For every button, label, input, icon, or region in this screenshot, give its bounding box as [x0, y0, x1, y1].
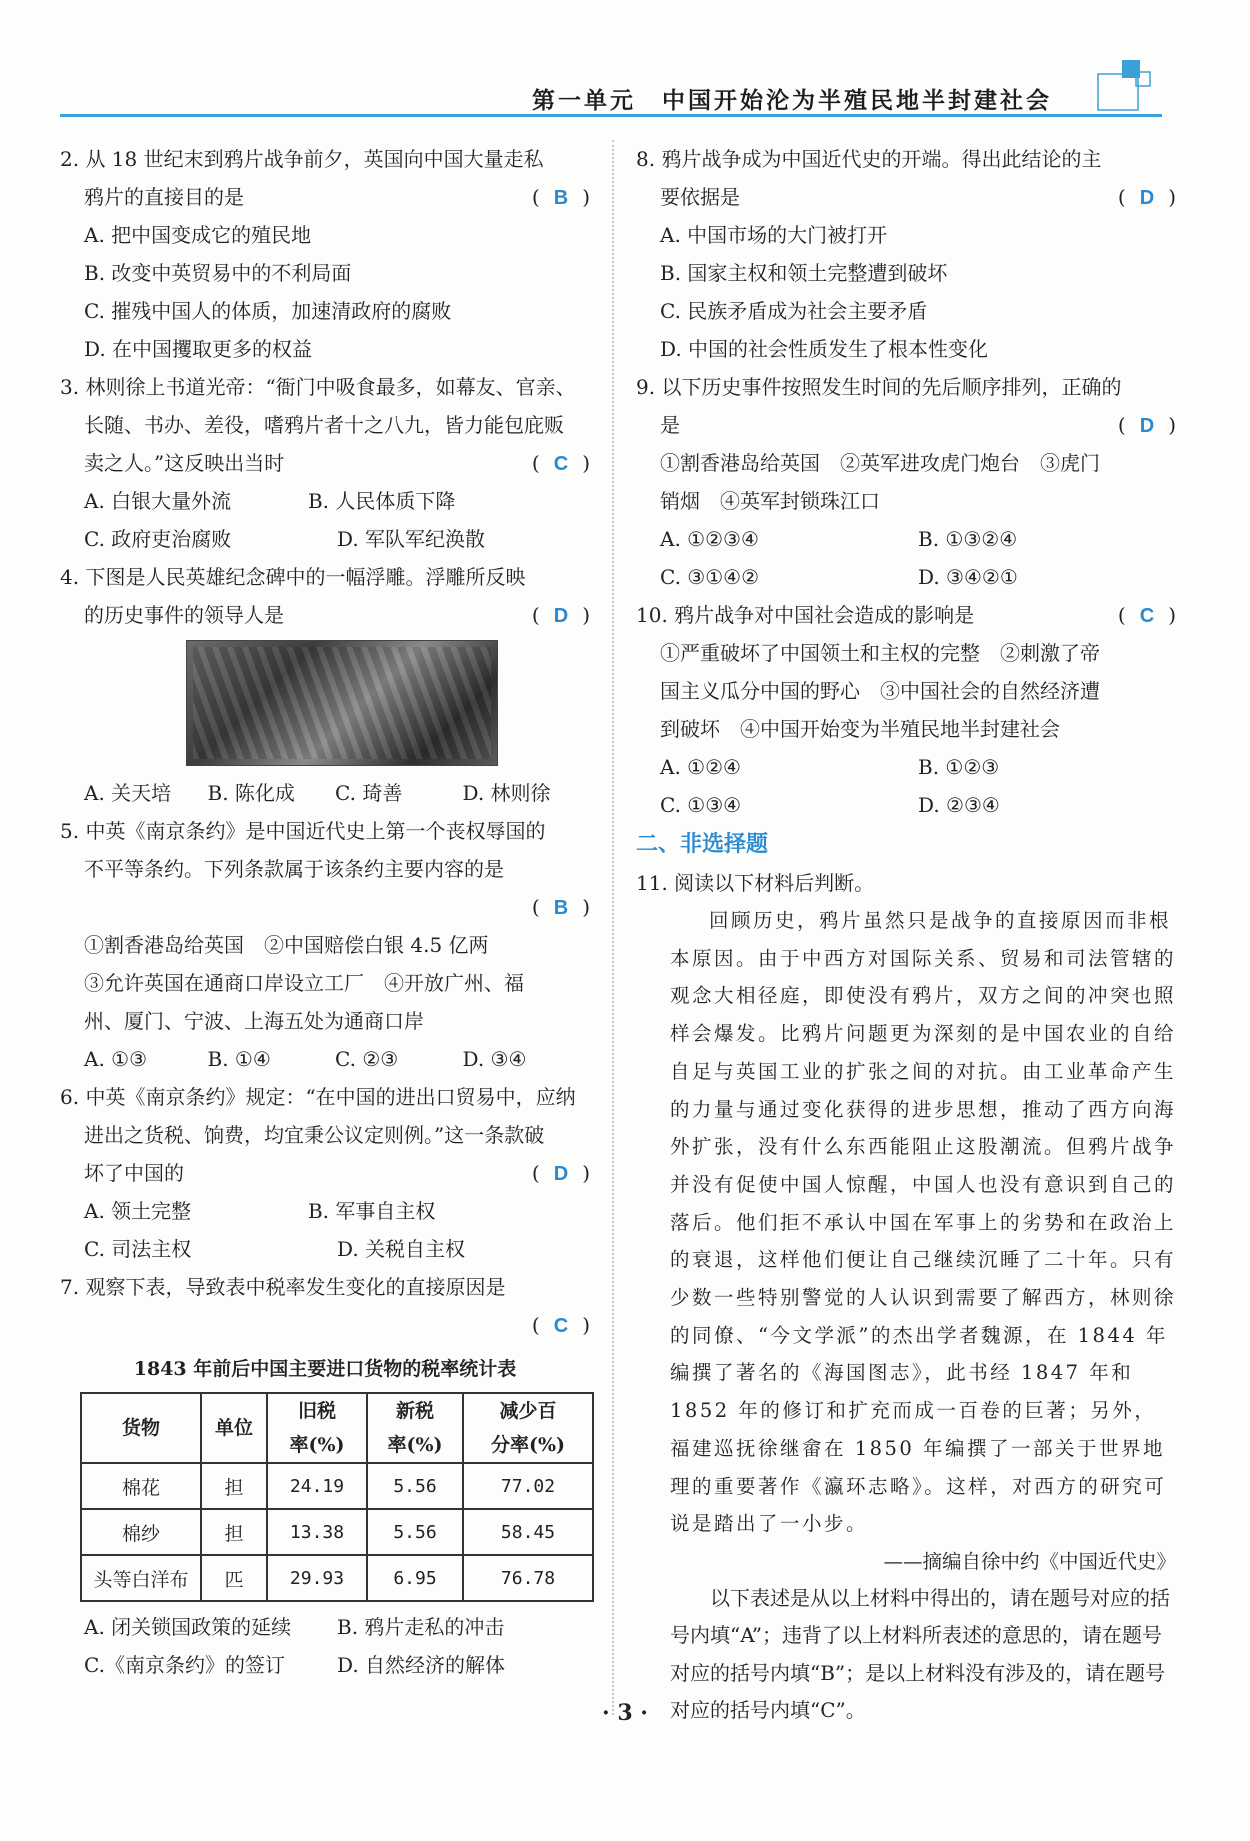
option: B. ①③②④: [918, 527, 1018, 551]
statement-items: 国主义瓜分中国的野心 ③中国社会的自然经济遭: [660, 679, 1100, 703]
statement-items: 销烟 ④英军封锁珠江口: [660, 489, 880, 513]
answer-letter: D: [553, 1163, 569, 1185]
option: B. 鸦片走私的冲击: [337, 1615, 505, 1639]
statement-items: ③允许英国在通商口岸设立工厂 ④开放广州、福: [84, 971, 524, 995]
question-5: [60, 812, 590, 1078]
question-text: 是: [660, 413, 680, 437]
option: B. ①④: [207, 1047, 271, 1071]
option: B. 军事自主权: [307, 1199, 436, 1223]
table-header-row: [81, 1393, 593, 1463]
option-row: [60, 774, 590, 812]
table-header: 减少百 分率(%): [463, 1393, 593, 1463]
page-header: [60, 70, 1162, 116]
table-row: [81, 1463, 593, 1509]
table-cell: 担: [201, 1509, 267, 1555]
option: C. 摧残中国人的体质，加速清政府的腐败: [84, 299, 452, 323]
question-text: 长随、书办、差役，嗜鸦片者十之八九，皆力能包庇贩: [84, 413, 564, 437]
option: C. 政府吏治腐败: [84, 527, 232, 551]
table-header: 新税 率(%): [367, 1393, 463, 1463]
answer-letter: D: [1139, 187, 1155, 209]
question-text: 的历史事件的领导人是: [84, 603, 284, 627]
monument-relief-image: [186, 640, 498, 766]
option-row: [60, 1230, 590, 1268]
option: A. ①②④: [660, 755, 741, 779]
header-decoration-icon: [1096, 58, 1162, 114]
answer-slot[interactable]: ( C ): [531, 451, 590, 475]
statement-items: 到破坏 ④中国开始变为半殖民地半封建社会: [660, 717, 1060, 741]
option: B. 国家主权和领土完整遭到破坏: [660, 261, 948, 285]
question-text: 11. 阅读以下材料后判断。: [636, 871, 875, 895]
option: C.《南京条约》的签订: [84, 1653, 285, 1677]
option-row: [636, 520, 1176, 558]
option-row: [60, 482, 532, 520]
table-cell: 头等白洋布: [81, 1555, 201, 1601]
header-rule: [60, 114, 1162, 117]
option: D. ②③④: [918, 793, 1000, 817]
option: A. ①②③④: [660, 527, 759, 551]
question-10: [636, 596, 1176, 824]
option-row: [60, 1040, 590, 1078]
option: C. 司法主权: [84, 1237, 192, 1261]
option: B. 人民体质下降: [307, 489, 456, 513]
answer-letter: C: [553, 1315, 569, 1337]
question-11: [636, 864, 1176, 1730]
table-cell: 担: [201, 1463, 267, 1509]
option: B. 陈化成: [207, 781, 295, 805]
answer-slot[interactable]: ( B ): [531, 895, 590, 919]
table-header: 单位: [201, 1393, 267, 1463]
answer-letter: D: [553, 605, 569, 627]
table-cell: 6.95: [367, 1555, 463, 1601]
question-text: 5. 中英《南京条约》是中国近代史上第一个丧权辱国的: [60, 819, 546, 843]
option: A. 白银大量外流: [84, 489, 232, 513]
option-row: [636, 748, 1176, 786]
option: D. 自然经济的解体: [337, 1653, 506, 1677]
option: B. 改变中英贸易中的不利局面: [84, 261, 352, 285]
option: D. 军队军纪涣散: [337, 527, 486, 551]
question-text: 2. 从 18 世纪末到鸦片战争前夕，英国向中国大量走私: [60, 147, 544, 171]
option: D. ③④: [462, 1047, 527, 1071]
option-row: [60, 1192, 532, 1230]
question-text: 坏了中国的: [84, 1161, 184, 1185]
answer-letter: D: [1139, 415, 1155, 437]
option: C. ①③④: [660, 793, 742, 817]
option: A. 把中国变成它的殖民地: [84, 223, 312, 247]
answer-letter: B: [553, 897, 569, 919]
option: C. ②③: [335, 1047, 399, 1071]
right-column: [636, 140, 1176, 1730]
option: C. ③①④②: [660, 565, 760, 589]
question-text: 6. 中英《南京条约》规定：“在中国的进出口贸易中，应纳: [60, 1085, 576, 1109]
table-cell: 5.56: [367, 1509, 463, 1555]
question-text: 不平等条约。下列条款属于该条约主要内容的是: [84, 857, 504, 881]
option: D. 关税自主权: [337, 1237, 466, 1261]
option-row: [60, 520, 590, 558]
option: B. ①②③: [918, 755, 1000, 779]
question-3: [60, 368, 590, 558]
statement-items: ①割香港岛给英国 ②中国赔偿白银 4.5 亿两: [84, 933, 489, 957]
option-row: [60, 1608, 590, 1646]
answer-letter: B: [553, 187, 569, 209]
question-text: 鸦片的直接目的是: [84, 185, 244, 209]
table-cell: 5.56: [367, 1463, 463, 1509]
page-number: · 3 ·: [602, 1700, 648, 1726]
column-divider: [612, 140, 614, 1715]
option: D. ③④②①: [918, 565, 1018, 589]
table-cell: 58.45: [463, 1509, 593, 1555]
answer-letter: C: [553, 453, 569, 475]
question-text: 7. 观察下表，导致表中税率发生变化的直接原因是: [60, 1275, 506, 1299]
option: A. 关天培: [84, 781, 172, 805]
left-column: [60, 140, 590, 1684]
table-cell: 76.78: [463, 1555, 593, 1601]
table-cell: 24.19: [267, 1463, 367, 1509]
question-4: [60, 558, 590, 812]
section-heading: 二、非选择题: [636, 831, 769, 856]
question-text: 进出之货税、饷费，均宜秉公议定则例。”这一条款破: [84, 1123, 545, 1147]
question-text: 要依据是: [660, 185, 740, 209]
question-text: 3. 林则徐上书道光帝：“衙门中吸食最多，如幕友、官亲、: [60, 375, 576, 399]
table-cell: 棉花: [81, 1463, 201, 1509]
answer-letter: C: [1139, 605, 1155, 627]
option: C. 民族矛盾成为社会主要矛盾: [660, 299, 928, 323]
table-cell: 29.93: [267, 1555, 367, 1601]
reading-passage: [636, 902, 1176, 1543]
passage-source: ——摘编自徐中约《中国近代史》: [883, 1549, 1176, 1573]
answer-slot[interactable]: ( D ): [1117, 185, 1176, 209]
question-7: [60, 1268, 590, 1684]
option: D. 在中国攫取更多的权益: [84, 337, 313, 361]
question-6: [60, 1078, 590, 1268]
statement-items: 州、厦门、宁波、上海五处为通商口岸: [84, 1009, 424, 1033]
unit-title: 第一单元 中国开始沦为半殖民地半封建社会: [532, 87, 1052, 114]
option-row: [636, 558, 1176, 596]
question-text: 卖之人。”这反映出当时: [84, 451, 285, 475]
option: A. 领土完整: [84, 1199, 192, 1223]
passage-text: 回顾历史，鸦片虽然只是战争的直接原因而非根本原因。由于中西方对国际关系、贸易和司法管辖的观念大相径庭，即使没有鸦片，双方之间的冲突也照样会爆发。比鸦片问题更为深刻的是中国农业的自给自足与英国工业的扩张之间的对抗。由工业革命产生的力量与通过变化获得的进步思想，推动了西方向海外扩张，没有什么东西能阻止这股潮流。但鸦片战争并没有促使中国人惊醒，中国人也没有意识到自己的落后。他们拒不承认中国在军事上的劣势和在政治上的衰退，这样他们便让自己继续沉睡了二十年。只有少数一些特别警觉的人认识到需要了解西方，林则徐的同僚、“今文学派”的杰出学者魏源，在 1844 年编撰了著名的《海国图志》，此书经 1847 年和 1852 年的修订和扩充而成一百卷的巨著；另外，福建巡抚徐继畲在 1850 年编撰了一部关于世界地理的重要著作《瀛环志略》。这样，对西方的研究可说是踏出了一小步。: [670, 909, 1177, 1536]
instruction-text: 以下表述是从以上材料中得出的，请在题号对应的括号内填“A”；违背了以上材料所表述的意思的，请在题号对应的括号内填“B”；是以上材料没有涉及的，请在题号对应的括号内填“C”。: [670, 1585, 1170, 1723]
question-text: 10. 鸦片战争对中国社会造成的影响是: [636, 603, 975, 627]
statement-items: ①严重破坏了中国领土和主权的完整 ②刺激了帝: [660, 641, 1100, 665]
option: D. 林则徐: [462, 781, 551, 805]
question-text: 4. 下图是人民英雄纪念碑中的一幅浮雕。浮雕所反映: [60, 565, 526, 589]
option-row: [60, 1646, 590, 1684]
option: D. 中国的社会性质发生了根本性变化: [660, 337, 989, 361]
question-text: 8. 鸦片战争成为中国近代史的开端。得出此结论的主: [636, 147, 1102, 171]
answer-slot[interactable]: ( D ): [531, 603, 590, 627]
answer-slot[interactable]: ( D ): [1117, 413, 1176, 437]
table-row: [81, 1555, 593, 1601]
option: C. 琦善: [335, 781, 403, 805]
tax-rate-table: [80, 1392, 594, 1602]
table-title: 1843 年前后中国主要进口货物的税率统计表: [133, 1358, 517, 1380]
table-cell: 77.02: [463, 1463, 593, 1509]
question-8: [636, 140, 1176, 368]
table-cell: 13.38: [267, 1509, 367, 1555]
table-cell: 棉纱: [81, 1509, 201, 1555]
answer-slot[interactable]: ( C ): [531, 1313, 590, 1337]
table-cell: 匹: [201, 1555, 267, 1601]
option: A. ①③: [84, 1047, 148, 1071]
answer-slot[interactable]: ( B ): [531, 185, 590, 209]
option: A. 中国市场的大门被打开: [660, 223, 888, 247]
option: A. 闭关锁国政策的延续: [84, 1615, 292, 1639]
answer-slot[interactable]: ( D ): [531, 1161, 590, 1185]
question-2: [60, 140, 590, 368]
question-text: 9. 以下历史事件按照发生时间的先后顺序排列，正确的: [636, 375, 1122, 399]
table-header: 货物: [81, 1393, 201, 1463]
answer-slot[interactable]: ( C ): [1117, 603, 1176, 627]
statement-items: ①割香港岛给英国 ②英军进攻虎门炮台 ③虎门: [660, 451, 1100, 475]
question-9: [636, 368, 1176, 596]
table-header: 旧税 率(%): [267, 1393, 367, 1463]
option-row: [636, 786, 1176, 824]
table-row: [81, 1509, 593, 1555]
